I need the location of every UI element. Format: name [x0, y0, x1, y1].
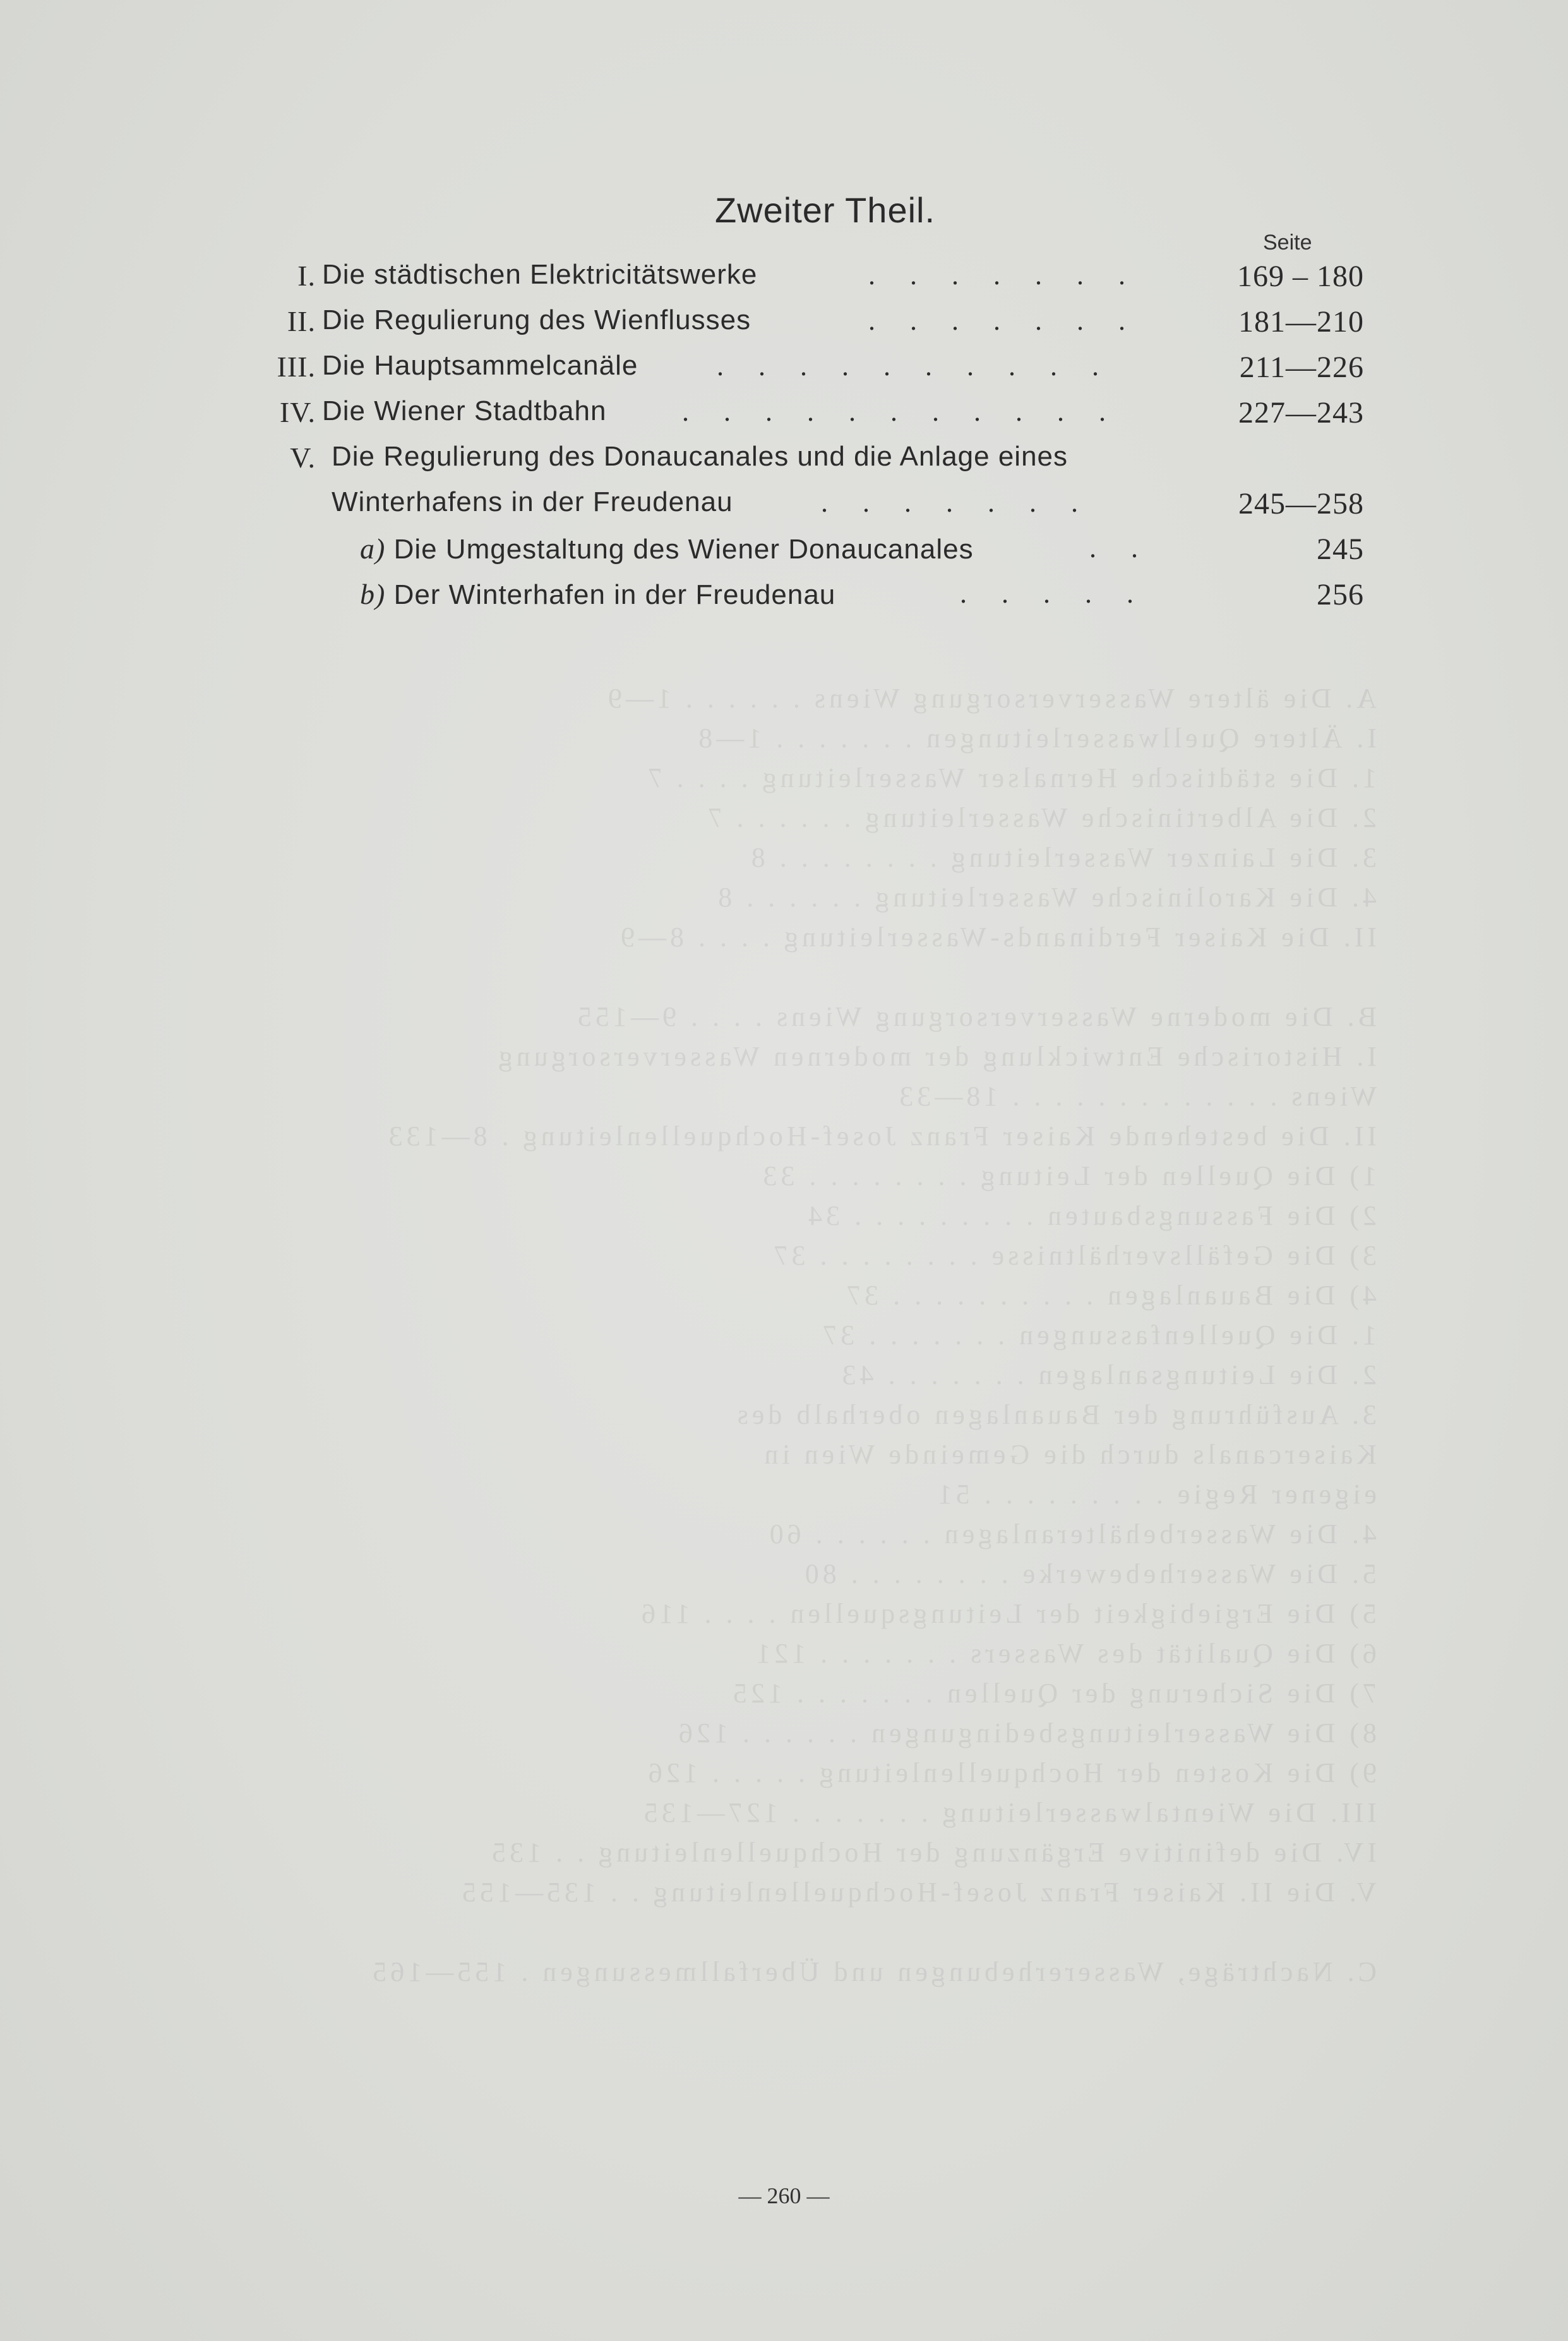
- entry-title: Die Regulierung des Donaucanales und die Anlage eines: [332, 441, 1068, 472]
- leader-dots: . .: [1089, 533, 1152, 563]
- bleed-through-text: A. Die ältere Wasserversorgung Wiens . . . . . . 1—9 I. Ältere Quellwasserleitungen . . . . . . . 1—8 1. Die städtische Hernalser Wasserleitung . . . . 7 2. Die Albertinische Wasserleitung . . . . . . 7 3. Die Lainzer Wasserleitung . . . . . . . . 8 4. Die Karolinische Wasserleitung . . . . . . 8 II. Die Kaiser Ferdinands-Wasserleitung . . . . 8—9 B. Die moderne Wasserversorgung Wiens . . . . 9—155 I. Historische Entwicklung der modernen Wasserversorgung Wiens . . . . . . . . . . . . . 18—33 II. Die bestehende Kaiser Franz Josef-Hochquellenleitung . 8—133 1) Die Quellen der Leitung . . . . . . . . 33 2) Die Fassungsbauten . . . . . . . . . 34 3) Die Gefällsverhältnisse . . . . . . . . 37 4) Die Bauanlagen . . . . . . . . . . 37 1. Die Quellenfassungen . . . . . . . 37 2. Die Leitungsanlagen . . . . . . . 43 3. Ausführung der Bauanlagen oberhalb des Kaisercanals durch die Gemeinde Wien in eigener Regie . . . . . . . . . 51 4. Die Wasserbehälteranlagen . . . . . . 60 5. Die Wasserhebewerke . . . . . . . . 80 5) Die Ergiebigkeit der Leitungsquellen . . . . 116 6) Die Qualität des Wassers . . . . . . . 121 7) Die Sicherung der Quellen . . . . . . . 125 8) Die Wasserleitungsbedingungen . . . . . . 126 9) Die Kosten der Hochquellenleitung . . . . . 126 III. Die Wientalwasserleitung . . . . . . . 127—135 IV. Die definitive Ergänzung der Hochquellenleitung . . 135 V. Die II. Kaiser Franz Josef-Hochquellenleitung . . 135—155 C. Nachträge, Wassererhebungen und Überfallmessungen . 155—165: [369, 683, 1377, 1987]
- toc-entry-IV: [240, 395, 1364, 441]
- entry-pages: 256: [1317, 578, 1364, 611]
- toc-subentry-b: [240, 577, 1364, 623]
- entry-title-continued: Winterhafens in der Freudenau: [332, 486, 733, 517]
- entry-pages: 211—226: [1239, 351, 1364, 384]
- entry-pages: 245—258: [1238, 487, 1364, 521]
- leader-dots: . . . . . . .: [868, 305, 1139, 336]
- subentry-title: [360, 532, 974, 565]
- entry-pages: 227—243: [1238, 396, 1364, 430]
- leader-dots: . . . . . . . . . .: [717, 351, 1113, 382]
- entry-number: V.: [290, 442, 316, 474]
- leader-dots: . . . . . . .: [821, 487, 1092, 518]
- page-number: — 260 —: [738, 2183, 830, 2208]
- entry-title: Die Wiener Stadtbahn: [322, 395, 607, 426]
- subentry-text: Der Winterhafen in der Freudenau: [393, 579, 836, 610]
- subentry-letter: b): [360, 578, 386, 610]
- toc-subentry-a: [240, 532, 1364, 577]
- entry-pages: 169 – 180: [1237, 260, 1364, 293]
- toc-entry-V-continued: [240, 486, 1364, 532]
- entry-number: I.: [297, 260, 316, 292]
- subentry-letter: a): [360, 533, 386, 565]
- subentry-title: [360, 577, 835, 611]
- entry-number: IV.: [279, 396, 316, 428]
- page-column-label: Seite: [1263, 231, 1312, 255]
- entry-number: III.: [277, 351, 316, 383]
- toc-entry-III: [240, 350, 1364, 395]
- entry-number: II.: [287, 305, 316, 337]
- leader-dots: . . . . .: [960, 578, 1147, 609]
- entry-title: Die städtischen Elektricitätswerke: [322, 259, 758, 290]
- leader-dots: . . . . . . . . . . .: [682, 396, 1120, 427]
- toc-entry-V: [240, 441, 1364, 486]
- subentry-text: Die Umgestaltung des Wiener Donaucanales: [393, 534, 974, 565]
- entry-pages: 181—210: [1238, 305, 1364, 339]
- toc-entry-II: [240, 304, 1364, 350]
- toc-entry-I: [240, 259, 1364, 304]
- section-heading: Zweiter Theil.: [714, 190, 936, 230]
- entry-title: Die Regulierung des Wienflusses: [322, 304, 751, 335]
- table-of-contents: [240, 259, 1364, 623]
- entry-title: Die Hauptsammelcanäle: [322, 350, 638, 381]
- leader-dots: . . . . . . .: [868, 260, 1139, 291]
- entry-pages: 245: [1317, 533, 1364, 566]
